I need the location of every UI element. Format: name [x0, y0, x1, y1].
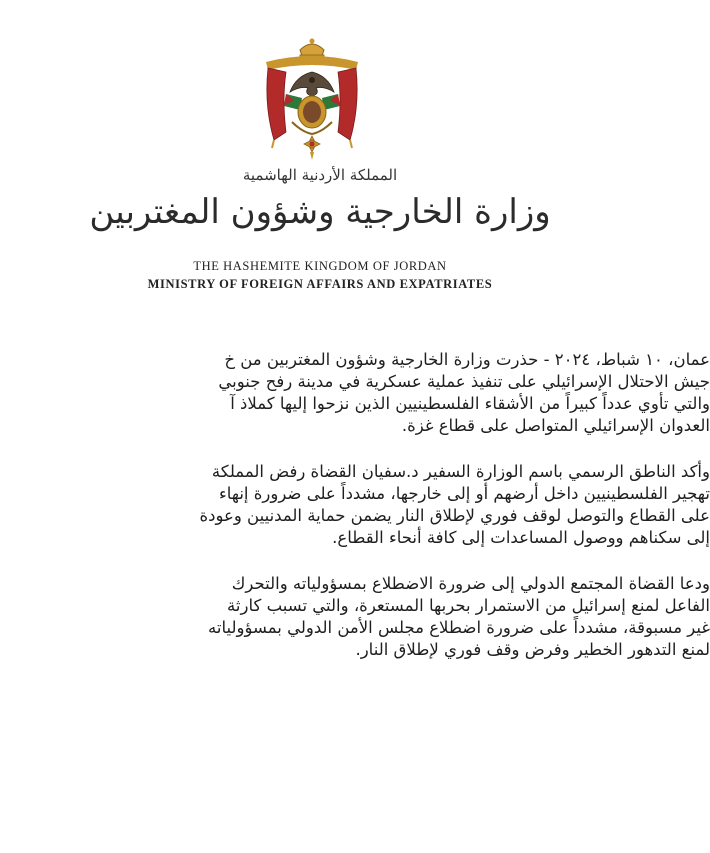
body-line: على القطاع والتوصل لوقف فوري لإطلاق النار يضمن حماية المدنيين وعودة [199, 506, 710, 525]
body-line: إلى سكناهم ووصول المساعدات إلى كافة أنحاء القطاع. [332, 528, 710, 547]
kingdom-name-english: THE HASHEMITE KINGDOM OF JORDAN [193, 259, 447, 273]
statement-body [50, 349, 710, 685]
body-line: وأكد الناطق الرسمي باسم الوزارة السفير د.سفيان القضاة رفض المملكة [211, 462, 710, 481]
paragraph-2 [50, 461, 710, 549]
body-line: ودعا القضاة المجتمع الدولي إلى ضرورة الاضطلاع بمسؤولياته والتحرك [231, 574, 710, 593]
jordan-coat-of-arms-icon [252, 36, 372, 164]
body-line: تهجير الفلسطينيين داخل أرضهم أو إلى خارجها، مشدداً على ضرورة إنهاء [218, 484, 710, 503]
paragraph-1 [50, 349, 710, 437]
body-line: غير مسبوقة، مشدداً على ضرورة اضطلاع مجلس الأمن الدولي بمسؤولياته [208, 618, 710, 637]
body-line: عمان، ١٠ شباط، ٢٠٢٤ - حذرت وزارة الخارجية وشؤون المغتربين من خ [224, 350, 710, 369]
paragraph-3 [50, 573, 710, 661]
ministry-name-arabic: وزارة الخارجية وشؤون المغتربين [89, 192, 551, 232]
body-line: العدوان الإسرائيلي المتواصل على قطاع غزة. [401, 416, 710, 435]
body-line: لمنع التدهور الخطير وفرض وقف فوري لإطلاق النار. [355, 640, 710, 659]
body-line: والتي تأوي عدداً كبيراً من الأشقاء الفلسطينيين الذين نزحوا إليها كملاذ آ [230, 394, 710, 413]
ministry-name-english: MINISTRY OF FOREIGN AFFAIRS AND EXPATRIATES [147, 277, 493, 291]
kingdom-name-arabic: المملكة الأردنية الهاشمية [242, 166, 398, 184]
body-line: الفاعل لمنع إسرائيل من الاستمرار بحربها المستعرة، والتي تسبب كارثة [227, 596, 710, 615]
body-line: جيش الاحتلال الإسرائيلي على تنفيذ عملية عسكرية في مدينة رفح جنوبي [218, 372, 710, 391]
